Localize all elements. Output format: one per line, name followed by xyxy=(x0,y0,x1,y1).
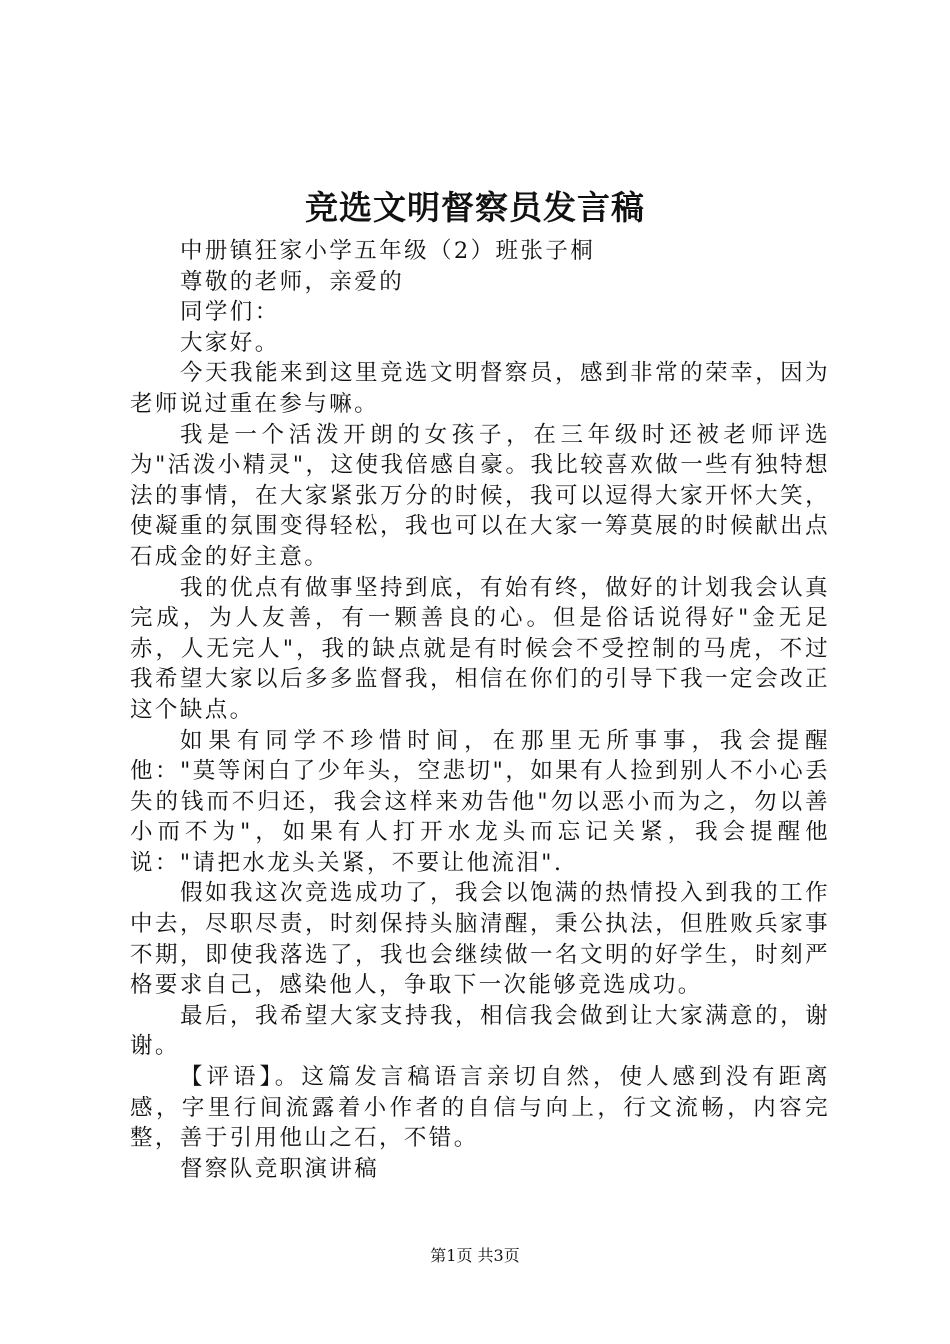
page-number-footer: 第1页 共3页 xyxy=(430,1246,520,1265)
body-paragraph: 我的优点有做事坚持到底，有始有终，做好的计划我会认真完成，为人友善，有一颗善良的心。但是俗话说得好"金无足赤，人无完人"，我的缺点就是有时候会不受控制的马虎，不过我希望大家以后多多监督我，相信在你们的引导下我一定会改正这个缺点。 xyxy=(130,574,830,723)
document-title: 竞选文明督察员发言稿 xyxy=(305,188,645,227)
body-paragraph: 我是一个活泼开朗的女孩子，在三年级时还被老师评选为"活泼小精灵"，这使我倍感自豪。我比较喜欢做一些有独特想法的事情，在大家紧张万分的时候，我可以逗得大家开怀大笑，使凝重的氛围变得轻松，我也可以在大家一筹莫展的时候献出点石成金的好主意。 xyxy=(130,421,830,570)
comment-paragraph: 【评语】。这篇发言稿语言亲切自然，使人感到没有距离感，字里行间流露着小作者的自信与向上，行文流畅，内容完整，善于引用他山之石，不错。 xyxy=(130,1064,830,1152)
author-line: 中册镇狂家小学五年级（2）班张子桐 xyxy=(180,238,596,264)
salutation-line-1: 尊敬的老师，亲爱的 xyxy=(180,268,405,295)
closing-paragraph: 最后，我希望大家支持我，相信我会做到让大家满意的，谢谢。 xyxy=(130,1002,830,1060)
body-paragraph: 假如我这次竞选成功了，我会以饱满的热情投入到我的工作中去，尽职尽责，时刻保持头脑清醒，秉公执法，但胜败兵家事不期，即使我落选了，我也会继续做一名文明的好学生，时刻严格要求自己，感染他人，争取下一次能够竞选成功。 xyxy=(130,880,830,999)
body-paragraph: 今天我能来到这里竞选文明督察员，感到非常的荣幸，因为老师说过重在参与嘛。 xyxy=(130,360,830,417)
body-paragraph: 如果有同学不珍惜时间，在那里无所事事，我会提醒他："莫等闲白了少年头，空悲切"，如果有人捡到别人不小心丢失的钱而不归还，我会这样来劝告他"勿以恶小而为之，勿以善小而不为"，如果有人打开水龙头而忘记关紧，我会提醒他说："请把水龙头关紧，不要让他流泪". xyxy=(130,727,830,876)
salutation-line-2: 同学们： xyxy=(180,299,280,326)
next-section-heading: 督察队竞职演讲稿 xyxy=(180,1155,380,1182)
greeting-line: 大家好。 xyxy=(180,329,280,356)
document-body xyxy=(130,236,830,1184)
